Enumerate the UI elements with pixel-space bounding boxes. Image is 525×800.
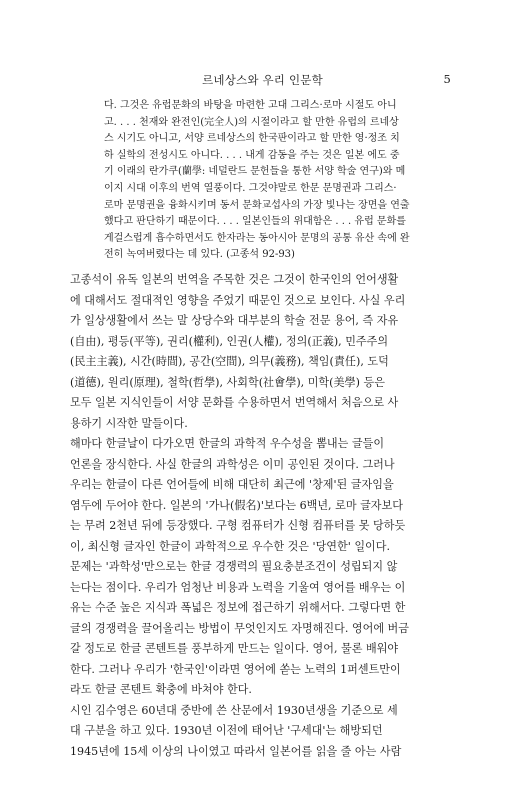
body-line: 대 구분을 하고 있다. 1930년 이전에 태어난 '구세대'는 해방되던 — [70, 724, 383, 737]
body-line: (道德), 원리(原理), 철학(哲學), 사회학(社會學), 미학(美學) 등은 — [70, 375, 385, 389]
body-line: 모두 일본 지식인들이 서양 문화를 수용하면서 번역해서 처음으로 사 — [70, 396, 399, 409]
body-line: 1945년에 15세 이상의 나이였고 따라서 일본어를 읽을 줄 아는 사람 — [70, 744, 402, 758]
body-line: (自由), 평등(平等), 권리(權利), 인권(人權), 정의(正義), 민주주의 — [70, 334, 389, 348]
body-line: 글의 경쟁력을 끌어올리는 방법이 무엇인지도 자명해진다. 영어에 버금 — [70, 621, 409, 635]
quote-line: 게걸스럽게 흡수하면서도 한자라는 동아시아 문명의 공통 유산 속에 완 — [104, 232, 410, 244]
body-line: 는다는 점이다. 우리가 엄청난 비용과 노력을 기울여 영어를 배우는 이 — [70, 580, 406, 594]
body-line: 한다. 그러나 우리가 '한국인'이라면 영어에 쏟는 노력의 1퍼센트만이 — [70, 662, 401, 676]
page-number: 5 — [443, 72, 451, 86]
body-line: 유는 수준 높은 지식과 폭넓은 정보에 접근하기 위해서다. 그렇다면 한 — [70, 601, 406, 614]
body-line: 문제는 '과학성'만으로는 한글 경쟁력의 필요충분조건이 성립되지 않 — [70, 560, 398, 573]
body-line: 고종석이 유독 일본의 번역을 주목한 것은 그것이 한국인의 언어생활 — [70, 273, 399, 286]
quote-line: 했다고 판단하기 때문이다. . . . 일본인들의 위대함은 . . . 유럽 문화를 — [104, 216, 406, 228]
body-line: 해마다 한글날이 다가오면 한글의 과학적 우수성을 뽐내는 글들이 — [70, 437, 385, 450]
quote-line: 고. . . . 천재와 완전인(完全人)의 시절이라고 할 만한 유럽의 르네상 — [104, 116, 399, 128]
block-quote — [104, 98, 460, 264]
quote-line: 다. 그것은 유럽문화의 바탕을 마련한 고대 그리스·로마 시절도 아니 — [104, 100, 397, 111]
quote-line: 스 시기도 아니고, 서양 르네상스의 한국판이라고 할 만한 영·정조 치 — [104, 133, 400, 145]
quote-line: 기 이래의 란가쿠(蘭學: 네덜란드 문헌들을 통한 서양 학술 연구)와 메 — [104, 166, 406, 178]
body-line: 에 대해서도 절대적인 영향을 주었기 때문인 것으로 보인다. 사실 우리 — [70, 293, 406, 307]
body-text — [70, 270, 463, 762]
body-line: 라도 한글 콘텐트 확충에 바쳐야 한다. — [70, 683, 252, 696]
body-line: 염두에 두어야 한다. 일본의 '가나(假名)'보다는 6백년, 로마 글자보다 — [70, 498, 403, 512]
body-line: 용하기 시작한 말들이다. — [70, 416, 188, 430]
quote-line: 이지 시대 이후의 번역 열풍이다. 그것야말로 한문 문명권과 그리스· — [104, 182, 397, 194]
body-line: 갈 정도로 한글 콘텐트를 풍부하게 만드는 일이다. 영어, 물론 배워야 — [70, 642, 399, 655]
body-line: 는 무려 2천년 뒤에 등장했다. 구형 컴퓨터가 신형 컴퓨터를 못 당하듯 — [70, 519, 406, 532]
quote-line: 로마 문명권을 융화시키며 동서 문화교섭사의 가장 빛나는 장면을 연출 — [104, 199, 410, 211]
running-title: 르네상스와 우리 인문학 — [202, 73, 323, 87]
body-line: 언론을 장식한다. 사실 한글의 과학성은 이미 공인된 것이다. 그러나 — [70, 457, 395, 471]
body-line: 가 일상생활에서 쓰는 말 상당수와 대부분의 학술 전문 용어, 즉 자유 — [70, 314, 399, 327]
running-header — [0, 72, 525, 90]
quote-line: 전히 녹여버렸다는 데 있다. (고종석 92-93) — [104, 249, 295, 261]
body-line: 시인 김수영은 60년대 중반에 쓴 산문에서 1930년생을 기준으로 세 — [70, 703, 398, 717]
quote-line: 하 실학의 전성시도 아니다. . . . 내게 감동을 주는 것은 일본 에도 중 — [104, 149, 400, 161]
body-line: (民主主義), 시간(時間), 공간(空間), 의무(義務), 책임(責任), 도덕 — [70, 355, 389, 368]
body-line: 우리는 한글이 다른 언어들에 비해 대단히 최근에 '창제'된 글자임을 — [70, 478, 394, 491]
body-line: 이, 최신형 글자인 한글이 과학적으로 우수한 것은 '당연한' 일이다. — [70, 539, 390, 553]
